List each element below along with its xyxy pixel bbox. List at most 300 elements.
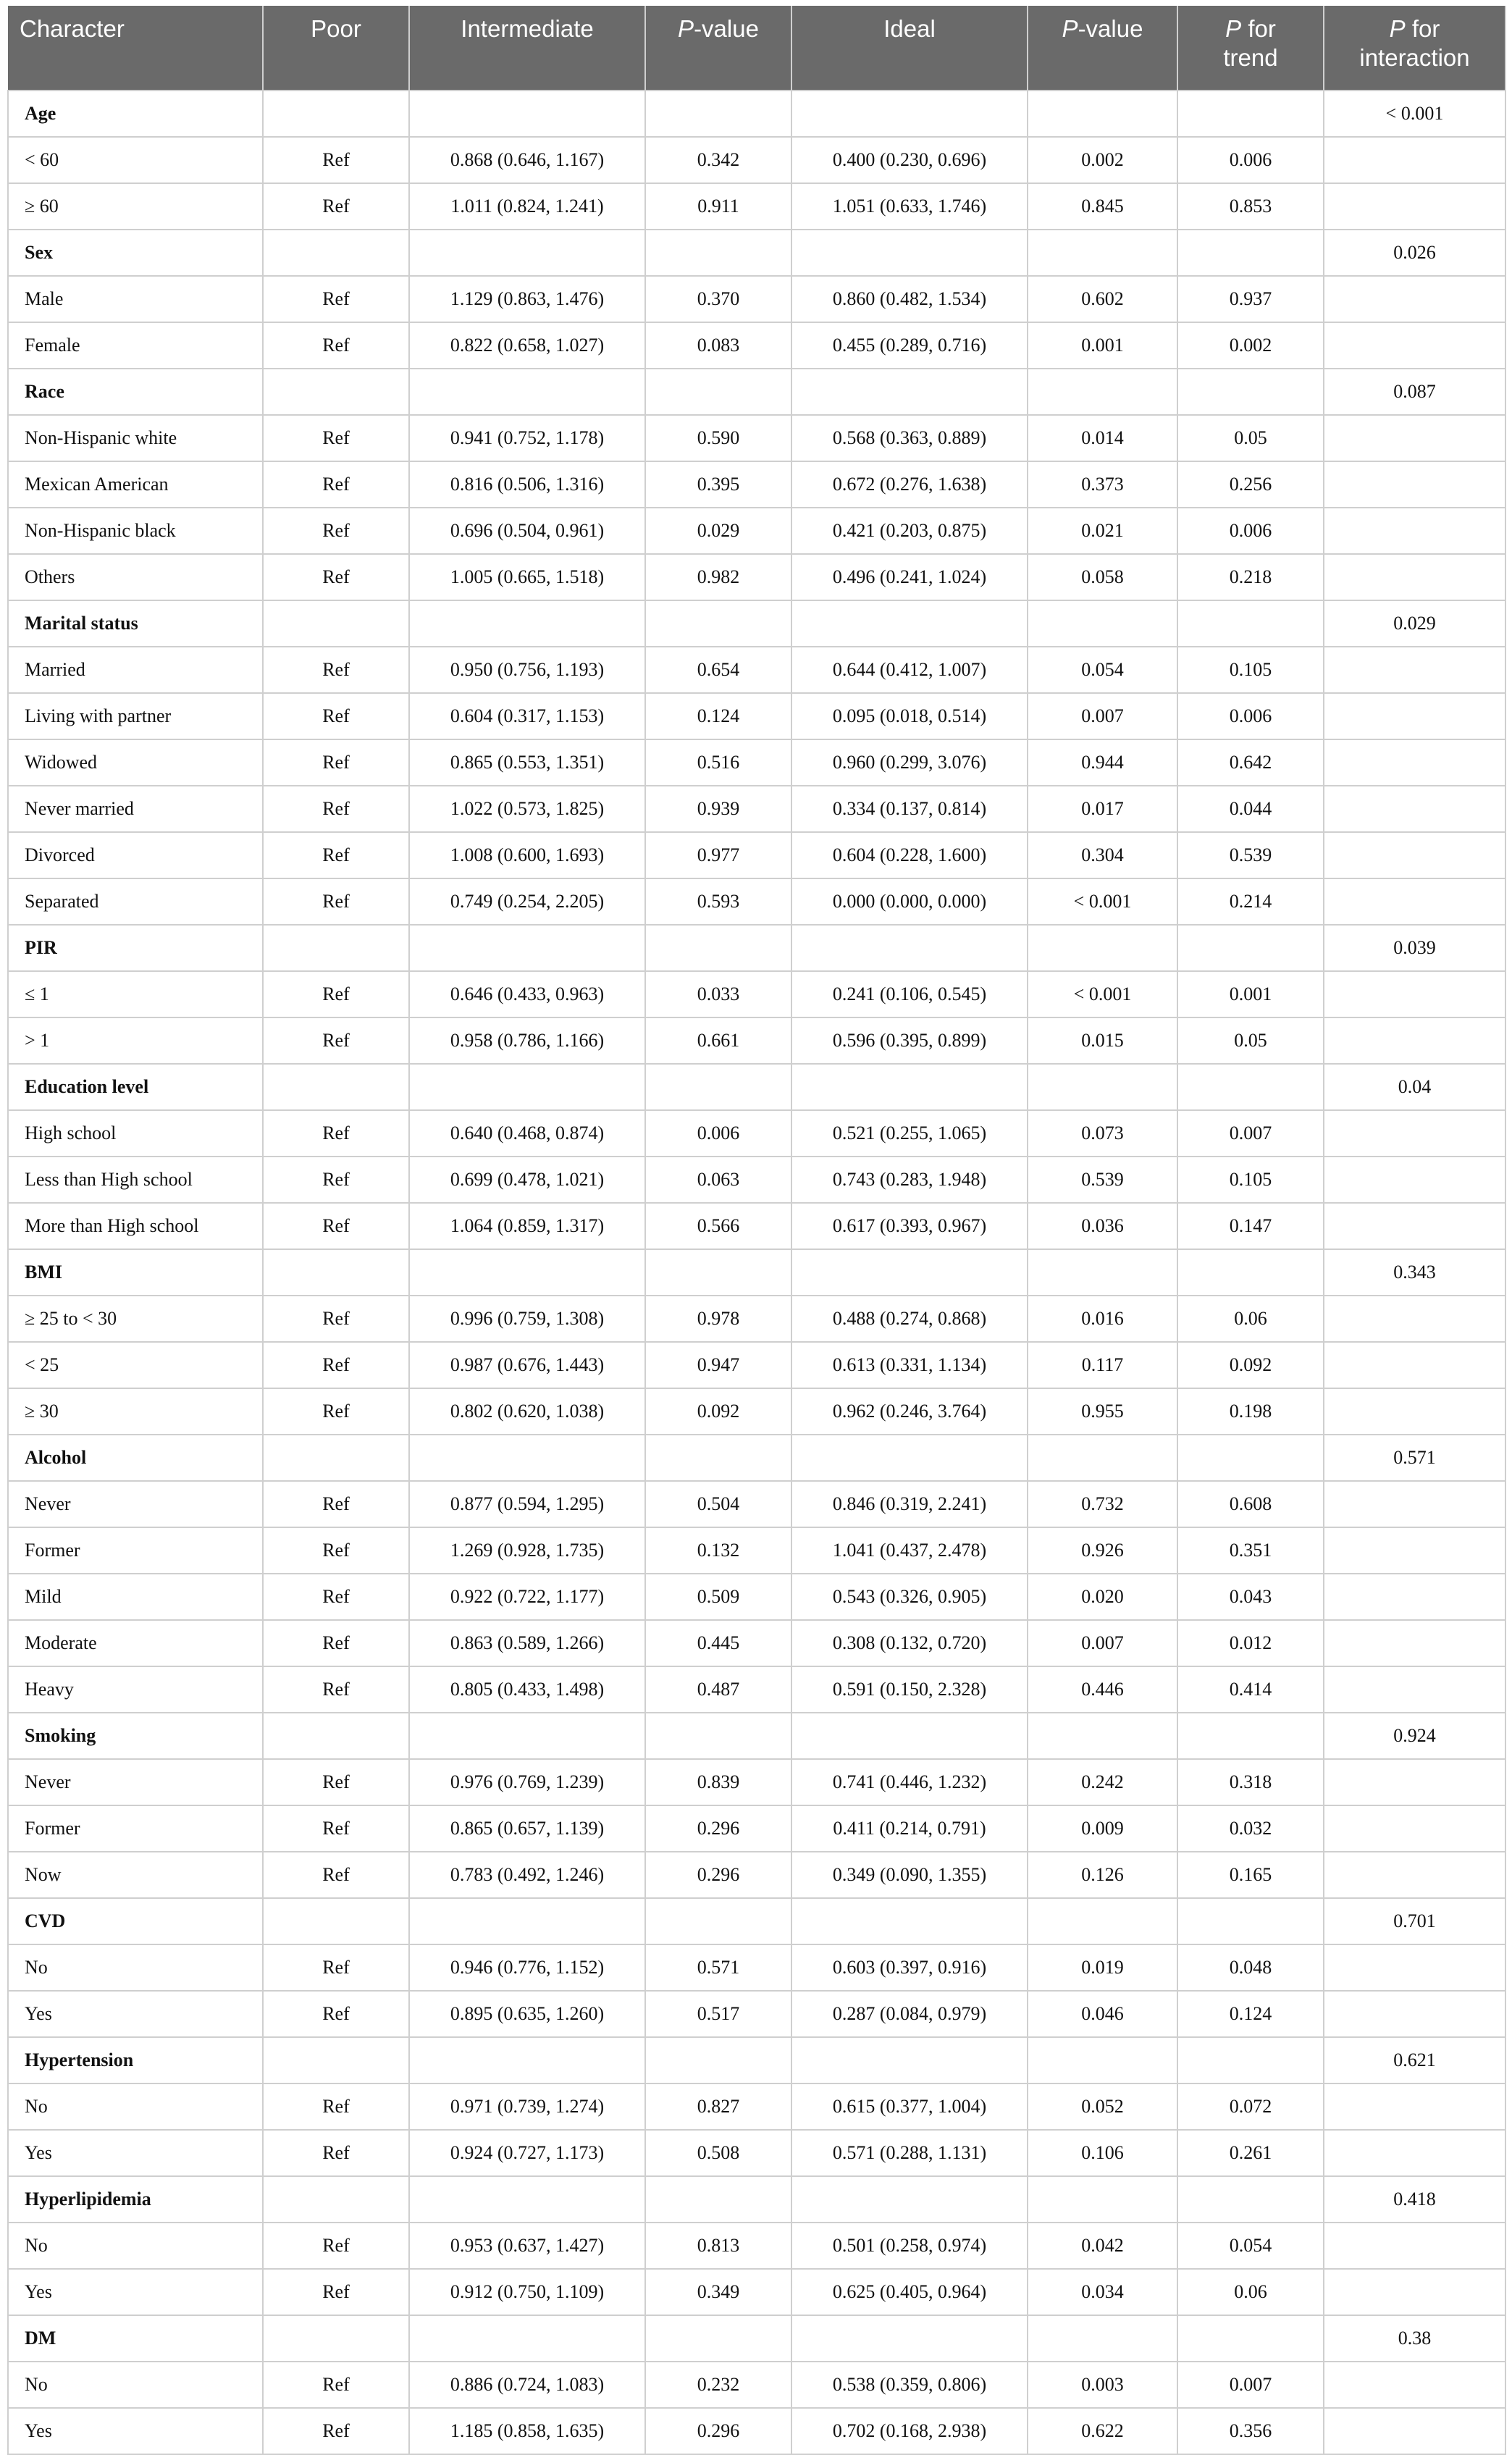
cell-p-value-intermediate: 0.349: [645, 2269, 791, 2315]
cell-p-value-intermediate: [645, 230, 791, 276]
cell-p-trend: [1177, 91, 1324, 137]
cell-character: Moderate: [8, 1620, 263, 1666]
cell-poor: [263, 1713, 409, 1759]
cell-p-trend: 0.124: [1177, 1991, 1324, 2037]
cell-p-interaction: 0.039: [1324, 925, 1505, 971]
cell-character: Heavy: [8, 1666, 263, 1713]
cell-p-interaction: [1324, 1527, 1505, 1574]
cell-poor: [263, 1249, 409, 1296]
cell-ideal: 0.571 (0.288, 1.131): [791, 2130, 1028, 2176]
cell-ideal: 0.241 (0.106, 0.545): [791, 971, 1028, 1017]
table-row: [8, 1110, 1505, 1157]
cell-p-value-ideal: 0.014: [1028, 415, 1177, 461]
cell-character: Never: [8, 1759, 263, 1805]
table-row: [8, 508, 1505, 554]
cell-poor: Ref: [263, 322, 409, 369]
cell-p-trend: 0.06: [1177, 2269, 1324, 2315]
cell-poor: Ref: [263, 1110, 409, 1157]
cell-p-interaction: [1324, 832, 1505, 878]
cell-character: Yes: [8, 2130, 263, 2176]
table-section-row: [8, 1064, 1505, 1110]
col-header-p-interaction: P for interaction: [1324, 6, 1505, 91]
cell-ideal: 0.287 (0.084, 0.979): [791, 1991, 1028, 2037]
cell-p-trend: [1177, 1435, 1324, 1481]
cell-intermediate: 0.865 (0.657, 1.139): [409, 1805, 645, 1852]
cell-p-value-ideal: 0.019: [1028, 1944, 1177, 1991]
cell-ideal: 0.349 (0.090, 1.355): [791, 1852, 1028, 1898]
cell-character: DM: [8, 2315, 263, 2362]
cell-character: Education level: [8, 1064, 263, 1110]
cell-p-value-intermediate: 0.445: [645, 1620, 791, 1666]
cell-poor: [263, 369, 409, 415]
cell-intermediate: 1.064 (0.859, 1.317): [409, 1203, 645, 1249]
cell-character: < 25: [8, 1342, 263, 1388]
cell-intermediate: 0.863 (0.589, 1.266): [409, 1620, 645, 1666]
cell-p-trend: 0.006: [1177, 693, 1324, 739]
cell-p-trend: [1177, 2176, 1324, 2223]
cell-p-value-ideal: 0.242: [1028, 1759, 1177, 1805]
cell-ideal: 0.591 (0.150, 2.328): [791, 1666, 1028, 1713]
cell-intermediate: 0.971 (0.739, 1.274): [409, 2083, 645, 2130]
cell-p-value-ideal: 0.046: [1028, 1991, 1177, 2037]
cell-poor: Ref: [263, 1852, 409, 1898]
cell-p-value-intermediate: 0.232: [645, 2362, 791, 2408]
cell-p-trend: 0.539: [1177, 832, 1324, 878]
cell-intermediate: 0.987 (0.676, 1.443): [409, 1342, 645, 1388]
table-row: [8, 1296, 1505, 1342]
cell-intermediate: 0.805 (0.433, 1.498): [409, 1666, 645, 1713]
cell-intermediate: 0.912 (0.750, 1.109): [409, 2269, 645, 2315]
cell-ideal: [791, 2037, 1028, 2083]
table-section-row: [8, 2037, 1505, 2083]
cell-p-trend: 0.147: [1177, 1203, 1324, 1249]
table-row: [8, 2269, 1505, 2315]
cell-p-value-ideal: 0.007: [1028, 1620, 1177, 1666]
table-row: [8, 1666, 1505, 1713]
cell-intermediate: [409, 1713, 645, 1759]
cell-ideal: 0.568 (0.363, 0.889): [791, 415, 1028, 461]
table-section-row: [8, 600, 1505, 647]
cell-character: Male: [8, 276, 263, 322]
cell-p-trend: 0.261: [1177, 2130, 1324, 2176]
cell-p-interaction: < 0.001: [1324, 91, 1505, 137]
cell-p-value-intermediate: [645, 925, 791, 971]
table-section-row: [8, 1249, 1505, 1296]
cell-p-interaction: [1324, 322, 1505, 369]
cell-intermediate: 0.822 (0.658, 1.027): [409, 322, 645, 369]
cell-p-interaction: 0.571: [1324, 1435, 1505, 1481]
cell-poor: Ref: [263, 971, 409, 1017]
cell-character: Now: [8, 1852, 263, 1898]
table-section-row: [8, 1435, 1505, 1481]
cell-poor: Ref: [263, 2130, 409, 2176]
cell-intermediate: 0.604 (0.317, 1.153): [409, 693, 645, 739]
cell-intermediate: [409, 2176, 645, 2223]
cell-p-value-ideal: 0.001: [1028, 322, 1177, 369]
cell-p-value-ideal: 0.926: [1028, 1527, 1177, 1574]
cell-p-interaction: 0.087: [1324, 369, 1505, 415]
cell-p-trend: [1177, 2037, 1324, 2083]
cell-character: No: [8, 1944, 263, 1991]
cell-p-value-intermediate: 0.977: [645, 832, 791, 878]
cell-ideal: 0.455 (0.289, 0.716): [791, 322, 1028, 369]
col-header-p-trend: P for trend: [1177, 6, 1324, 91]
cell-p-value-intermediate: 0.033: [645, 971, 791, 1017]
cell-character: CVD: [8, 1898, 263, 1944]
header-row: [8, 6, 1505, 91]
cell-character: > 1: [8, 1017, 263, 1064]
cell-p-value-ideal: [1028, 91, 1177, 137]
table-row: [8, 971, 1505, 1017]
cell-character: ≥ 30: [8, 1388, 263, 1435]
cell-p-value-ideal: 0.539: [1028, 1157, 1177, 1203]
cell-p-trend: [1177, 600, 1324, 647]
cell-p-value-intermediate: 0.978: [645, 1296, 791, 1342]
cell-intermediate: 0.976 (0.769, 1.239): [409, 1759, 645, 1805]
cell-p-trend: 0.356: [1177, 2408, 1324, 2454]
cell-poor: Ref: [263, 832, 409, 878]
cell-p-value-ideal: 0.034: [1028, 2269, 1177, 2315]
cell-p-value-intermediate: 0.839: [645, 1759, 791, 1805]
table-row: [8, 322, 1505, 369]
cell-poor: Ref: [263, 2269, 409, 2315]
table-row: [8, 2362, 1505, 2408]
cell-intermediate: [409, 369, 645, 415]
cell-poor: [263, 1435, 409, 1481]
cell-poor: Ref: [263, 1805, 409, 1852]
cell-p-interaction: 0.418: [1324, 2176, 1505, 2223]
cell-p-interaction: [1324, 1203, 1505, 1249]
cell-ideal: 0.617 (0.393, 0.967): [791, 1203, 1028, 1249]
cell-ideal: 0.604 (0.228, 1.600): [791, 832, 1028, 878]
cell-p-trend: 0.256: [1177, 461, 1324, 508]
cell-p-value-intermediate: 0.092: [645, 1388, 791, 1435]
cell-p-value-ideal: 0.373: [1028, 461, 1177, 508]
cell-intermediate: [409, 1898, 645, 1944]
table-row: [8, 1852, 1505, 1898]
cell-poor: Ref: [263, 508, 409, 554]
cell-p-value-ideal: [1028, 2315, 1177, 2362]
cell-p-interaction: [1324, 2223, 1505, 2269]
cell-intermediate: 1.011 (0.824, 1.241): [409, 183, 645, 230]
cell-poor: [263, 925, 409, 971]
table-row: [8, 1527, 1505, 1574]
cell-p-value-ideal: 0.036: [1028, 1203, 1177, 1249]
cell-intermediate: 0.895 (0.635, 1.260): [409, 1991, 645, 2037]
col-header-p-value-intermediate: P-value: [645, 6, 791, 91]
cell-poor: Ref: [263, 647, 409, 693]
cell-poor: [263, 230, 409, 276]
cell-ideal: 0.521 (0.255, 1.065): [791, 1110, 1028, 1157]
cell-character: Age: [8, 91, 263, 137]
cell-poor: Ref: [263, 1574, 409, 1620]
cell-p-interaction: [1324, 2408, 1505, 2454]
cell-intermediate: [409, 91, 645, 137]
cell-p-interaction: [1324, 1991, 1505, 2037]
cell-p-value-ideal: < 0.001: [1028, 878, 1177, 925]
cell-p-value-ideal: [1028, 230, 1177, 276]
cell-ideal: 0.644 (0.412, 1.007): [791, 647, 1028, 693]
cell-p-value-intermediate: 0.509: [645, 1574, 791, 1620]
cell-intermediate: [409, 1249, 645, 1296]
cell-p-value-ideal: [1028, 1249, 1177, 1296]
cell-p-trend: [1177, 230, 1324, 276]
cell-p-value-ideal: 0.052: [1028, 2083, 1177, 2130]
cell-p-value-intermediate: 0.827: [645, 2083, 791, 2130]
cell-p-value-intermediate: 0.590: [645, 415, 791, 461]
cell-character: Yes: [8, 1991, 263, 2037]
cell-p-interaction: [1324, 878, 1505, 925]
cell-character: Hyperlipidemia: [8, 2176, 263, 2223]
cell-p-value-intermediate: [645, 1713, 791, 1759]
cell-p-trend: 0.318: [1177, 1759, 1324, 1805]
cell-p-trend: 0.007: [1177, 1110, 1324, 1157]
cell-p-value-ideal: 0.955: [1028, 1388, 1177, 1435]
cell-character: PIR: [8, 925, 263, 971]
cell-p-value-ideal: [1028, 1713, 1177, 1759]
cell-poor: Ref: [263, 2362, 409, 2408]
cell-ideal: 0.538 (0.359, 0.806): [791, 2362, 1028, 2408]
cell-character: Former: [8, 1805, 263, 1852]
table-body: [8, 91, 1505, 2454]
cell-character: Race: [8, 369, 263, 415]
cell-intermediate: 1.129 (0.863, 1.476): [409, 276, 645, 322]
cell-poor: Ref: [263, 739, 409, 786]
cell-p-interaction: [1324, 2130, 1505, 2176]
cell-character: No: [8, 2083, 263, 2130]
cell-poor: Ref: [263, 786, 409, 832]
table-row: [8, 461, 1505, 508]
cell-character: Female: [8, 322, 263, 369]
cell-intermediate: 1.008 (0.600, 1.693): [409, 832, 645, 878]
cell-intermediate: 0.865 (0.553, 1.351): [409, 739, 645, 786]
cell-intermediate: 1.005 (0.665, 1.518): [409, 554, 645, 600]
cell-character: Marital status: [8, 600, 263, 647]
cell-p-trend: 0.054: [1177, 2223, 1324, 2269]
cell-p-trend: 0.032: [1177, 1805, 1324, 1852]
cell-ideal: 0.000 (0.000, 0.000): [791, 878, 1028, 925]
cell-p-value-intermediate: 0.516: [645, 739, 791, 786]
cell-p-value-intermediate: 0.006: [645, 1110, 791, 1157]
cell-p-interaction: [1324, 1620, 1505, 1666]
cell-intermediate: 0.699 (0.478, 1.021): [409, 1157, 645, 1203]
cell-p-value-ideal: [1028, 1064, 1177, 1110]
cell-intermediate: 0.646 (0.433, 0.963): [409, 971, 645, 1017]
cell-p-value-intermediate: 0.939: [645, 786, 791, 832]
cell-p-value-ideal: 0.003: [1028, 2362, 1177, 2408]
cell-ideal: [791, 91, 1028, 137]
table-row: [8, 554, 1505, 600]
cell-p-value-ideal: 0.058: [1028, 554, 1177, 600]
cell-p-trend: 0.414: [1177, 1666, 1324, 1713]
cell-p-value-ideal: < 0.001: [1028, 971, 1177, 1017]
table-row: [8, 137, 1505, 183]
cell-p-trend: [1177, 1898, 1324, 1944]
cell-p-value-ideal: [1028, 925, 1177, 971]
cell-p-value-ideal: 0.602: [1028, 276, 1177, 322]
cell-poor: Ref: [263, 2223, 409, 2269]
cell-p-trend: 0.001: [1177, 971, 1324, 1017]
cell-p-value-ideal: [1028, 369, 1177, 415]
cell-poor: [263, 2037, 409, 2083]
cell-p-trend: 0.165: [1177, 1852, 1324, 1898]
col-header-poor: Poor: [263, 6, 409, 91]
cell-ideal: 1.051 (0.633, 1.746): [791, 183, 1028, 230]
cell-p-trend: [1177, 1713, 1324, 1759]
cell-ideal: 0.962 (0.246, 3.764): [791, 1388, 1028, 1435]
cell-p-value-ideal: 0.042: [1028, 2223, 1177, 2269]
cell-p-value-intermediate: 0.571: [645, 1944, 791, 1991]
cell-ideal: [791, 369, 1028, 415]
cell-ideal: 0.702 (0.168, 2.938): [791, 2408, 1028, 2454]
cell-ideal: 0.334 (0.137, 0.814): [791, 786, 1028, 832]
cell-ideal: [791, 2176, 1028, 2223]
cell-intermediate: 0.996 (0.759, 1.308): [409, 1296, 645, 1342]
cell-p-interaction: [1324, 1481, 1505, 1527]
cell-p-interaction: [1324, 1388, 1505, 1435]
cell-p-value-intermediate: 0.296: [645, 1852, 791, 1898]
cell-p-value-intermediate: 0.517: [645, 1991, 791, 2037]
cell-p-trend: 0.218: [1177, 554, 1324, 600]
cell-character: Non-Hispanic black: [8, 508, 263, 554]
cell-p-value-ideal: [1028, 2037, 1177, 2083]
cell-p-value-ideal: 0.009: [1028, 1805, 1177, 1852]
cell-poor: [263, 91, 409, 137]
cell-poor: Ref: [263, 461, 409, 508]
cell-p-interaction: [1324, 1759, 1505, 1805]
cell-poor: Ref: [263, 1666, 409, 1713]
cell-p-value-intermediate: 0.593: [645, 878, 791, 925]
table-row: [8, 1805, 1505, 1852]
cell-p-interaction: [1324, 508, 1505, 554]
cell-p-value-intermediate: [645, 369, 791, 415]
cell-p-value-intermediate: 0.487: [645, 1666, 791, 1713]
cell-p-interaction: 0.924: [1324, 1713, 1505, 1759]
cell-ideal: [791, 1713, 1028, 1759]
cell-character: Never: [8, 1481, 263, 1527]
cell-character: Mild: [8, 1574, 263, 1620]
col-header-p-value-ideal: P-value: [1028, 6, 1177, 91]
cell-p-value-ideal: 0.944: [1028, 739, 1177, 786]
cell-p-interaction: [1324, 1157, 1505, 1203]
cell-intermediate: [409, 2315, 645, 2362]
table-row: [8, 1620, 1505, 1666]
cell-ideal: 0.860 (0.482, 1.534): [791, 276, 1028, 322]
table-row: [8, 647, 1505, 693]
cell-p-interaction: [1324, 693, 1505, 739]
cell-intermediate: [409, 1435, 645, 1481]
cell-p-value-intermediate: [645, 1064, 791, 1110]
cell-character: Hypertension: [8, 2037, 263, 2083]
cell-intermediate: [409, 230, 645, 276]
cell-p-trend: 0.937: [1177, 276, 1324, 322]
cell-intermediate: 0.922 (0.722, 1.177): [409, 1574, 645, 1620]
cell-p-trend: 0.043: [1177, 1574, 1324, 1620]
cell-poor: Ref: [263, 183, 409, 230]
table-row: [8, 183, 1505, 230]
cell-p-interaction: 0.343: [1324, 1249, 1505, 1296]
cell-character: Mexican American: [8, 461, 263, 508]
table-row: [8, 1481, 1505, 1527]
cell-poor: Ref: [263, 693, 409, 739]
cell-ideal: [791, 1435, 1028, 1481]
cell-p-trend: 0.105: [1177, 1157, 1324, 1203]
cell-character: Others: [8, 554, 263, 600]
cell-p-value-ideal: 0.017: [1028, 786, 1177, 832]
table-section-row: [8, 1898, 1505, 1944]
cell-p-value-intermediate: [645, 2037, 791, 2083]
table-row: [8, 832, 1505, 878]
cell-ideal: 0.501 (0.258, 0.974): [791, 2223, 1028, 2269]
cell-ideal: 0.421 (0.203, 0.875): [791, 508, 1028, 554]
cell-poor: Ref: [263, 1944, 409, 1991]
cell-p-interaction: [1324, 1296, 1505, 1342]
cell-poor: Ref: [263, 1296, 409, 1342]
cell-p-trend: 0.351: [1177, 1527, 1324, 1574]
cell-character: High school: [8, 1110, 263, 1157]
cell-ideal: 0.613 (0.331, 1.134): [791, 1342, 1028, 1388]
cell-poor: Ref: [263, 2083, 409, 2130]
cell-p-trend: 0.012: [1177, 1620, 1324, 1666]
cell-character: Former: [8, 1527, 263, 1574]
cell-p-trend: 0.048: [1177, 1944, 1324, 1991]
cell-p-trend: 0.105: [1177, 647, 1324, 693]
cell-p-interaction: 0.701: [1324, 1898, 1505, 1944]
cell-p-value-ideal: 0.304: [1028, 832, 1177, 878]
table-section-row: [8, 2176, 1505, 2223]
table-row: [8, 415, 1505, 461]
cell-intermediate: 1.022 (0.573, 1.825): [409, 786, 645, 832]
cell-character: Smoking: [8, 1713, 263, 1759]
table-row: [8, 1342, 1505, 1388]
cell-ideal: 0.308 (0.132, 0.720): [791, 1620, 1028, 1666]
cell-character: No: [8, 2362, 263, 2408]
table-section-row: [8, 925, 1505, 971]
cell-intermediate: 0.640 (0.468, 0.874): [409, 1110, 645, 1157]
cell-ideal: [791, 600, 1028, 647]
table-section-row: [8, 1713, 1505, 1759]
cell-p-trend: 0.06: [1177, 1296, 1324, 1342]
cell-character: Yes: [8, 2269, 263, 2315]
cell-poor: Ref: [263, 1481, 409, 1527]
table-row: [8, 2083, 1505, 2130]
cell-poor: Ref: [263, 415, 409, 461]
cell-intermediate: 0.816 (0.506, 1.316): [409, 461, 645, 508]
cell-p-value-ideal: 0.106: [1028, 2130, 1177, 2176]
cell-p-value-intermediate: 0.370: [645, 276, 791, 322]
cell-p-value-ideal: 0.622: [1028, 2408, 1177, 2454]
cell-p-trend: 0.006: [1177, 508, 1324, 554]
table-section-row: [8, 230, 1505, 276]
cell-p-trend: 0.007: [1177, 2362, 1324, 2408]
table-row: [8, 2130, 1505, 2176]
cell-poor: Ref: [263, 137, 409, 183]
cell-intermediate: 0.950 (0.756, 1.193): [409, 647, 645, 693]
cell-p-interaction: [1324, 1342, 1505, 1388]
cell-p-value-intermediate: 0.029: [645, 508, 791, 554]
cell-p-value-intermediate: 0.911: [645, 183, 791, 230]
cell-poor: Ref: [263, 1157, 409, 1203]
table-row: [8, 878, 1505, 925]
cell-p-trend: [1177, 2315, 1324, 2362]
cell-poor: Ref: [263, 276, 409, 322]
cell-p-value-intermediate: 0.342: [645, 137, 791, 183]
cell-p-value-ideal: 0.015: [1028, 1017, 1177, 1064]
cell-ideal: [791, 230, 1028, 276]
cell-p-trend: 0.642: [1177, 739, 1324, 786]
cell-poor: Ref: [263, 878, 409, 925]
cell-p-trend: 0.072: [1177, 2083, 1324, 2130]
